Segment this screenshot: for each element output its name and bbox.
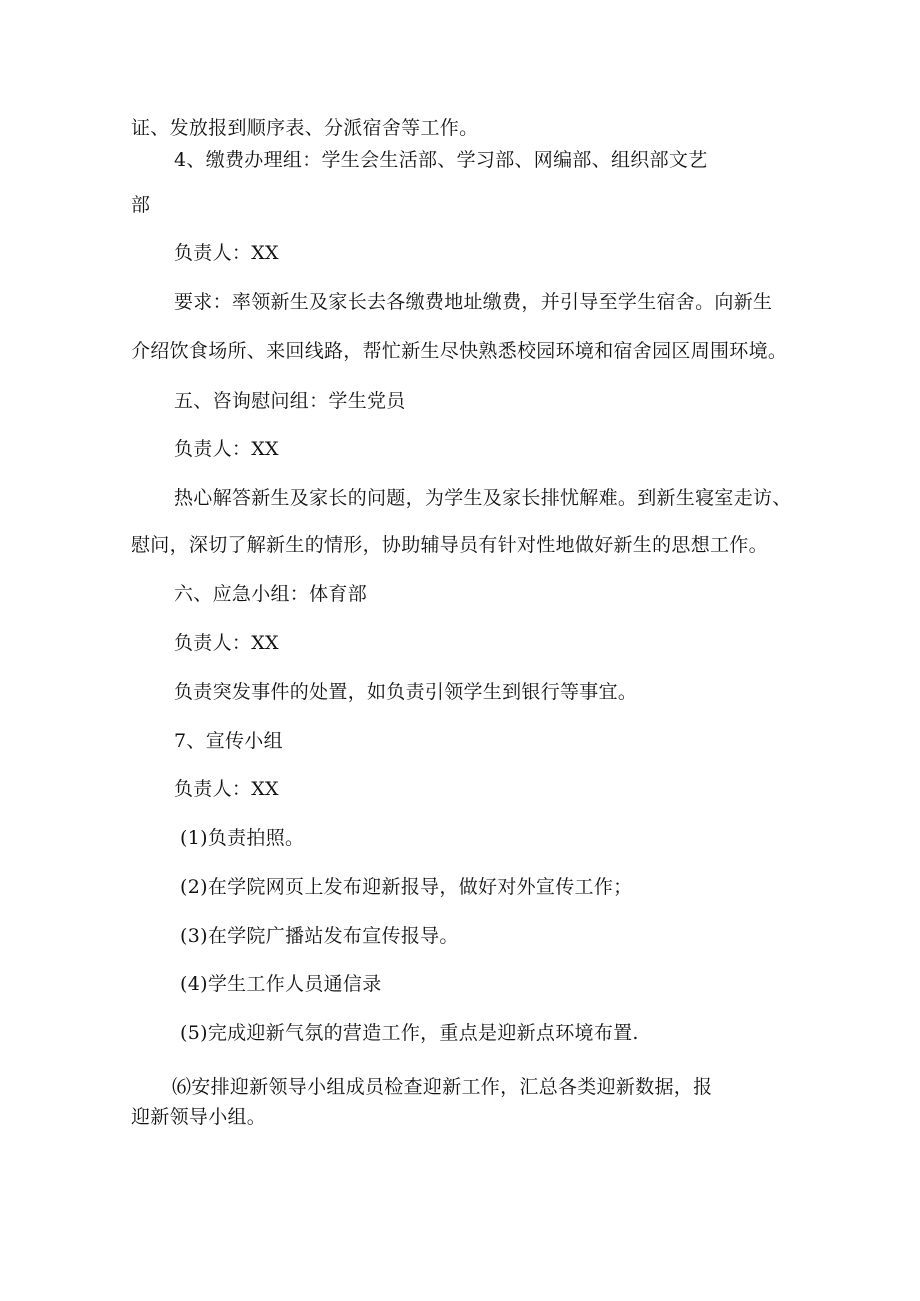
responsible-person: 负责人：XX <box>174 242 279 264</box>
responsible-person: 负责人：XX <box>174 778 279 800</box>
responsible-person: 负责人：XX <box>174 438 279 460</box>
section-heading: 7、宣传小组 <box>174 730 283 752</box>
responsible-person: 负责人：XX <box>174 632 279 654</box>
text-line: 证、发放报到顺序表、分派宿舍等工作。 <box>131 117 479 139</box>
section-heading: 五、咨询慰问组：学生党员 <box>174 390 406 412</box>
list-item: (2)在学院网页上发布迎新报导，做好对外宣传工作； <box>180 876 633 898</box>
text-line: 部 <box>131 194 151 216</box>
list-item: (1)负责拍照。 <box>180 827 305 849</box>
section-heading: 4、缴费办理组：学生会生活部、学习部、网编部、组织部文艺 <box>174 149 708 171</box>
text-line: 迎新领导小组。 <box>131 1106 267 1128</box>
paragraph-line: 慰问，深切了解新生的情形，协助辅导员有针对性地做好新生的思想工作。 <box>131 534 768 556</box>
list-item: (4)学生工作人员通信录 <box>180 973 382 995</box>
paragraph-line: 介绍饮食场所、来回线路，帮忙新生尽快熟悉校园环境和宿舍园区周围环境。 <box>131 340 788 362</box>
section-heading: 六、应急小组：体育部 <box>174 583 368 605</box>
paragraph-line: 负责突发事件的处置，如负责引领学生到银行等事宜。 <box>174 681 638 703</box>
paragraph-line: 要求：率领新生及家长去各缴费地址缴费，并引导至学生宿舍。向新生 <box>174 291 773 313</box>
paragraph-line: 热心解答新生及家长的问题，为学生及家长排忧解难。到新生寝室走访、 <box>174 487 792 509</box>
list-item: ⑹安排迎新领导小组成员检查迎新工作，汇总各类迎新数据，报 <box>172 1076 713 1098</box>
list-item: (5)完成迎新气氛的营造工作，重点是迎新点环境布置. <box>180 1022 639 1044</box>
list-item: (3)在学院广播站发布宣传报导。 <box>180 925 459 947</box>
